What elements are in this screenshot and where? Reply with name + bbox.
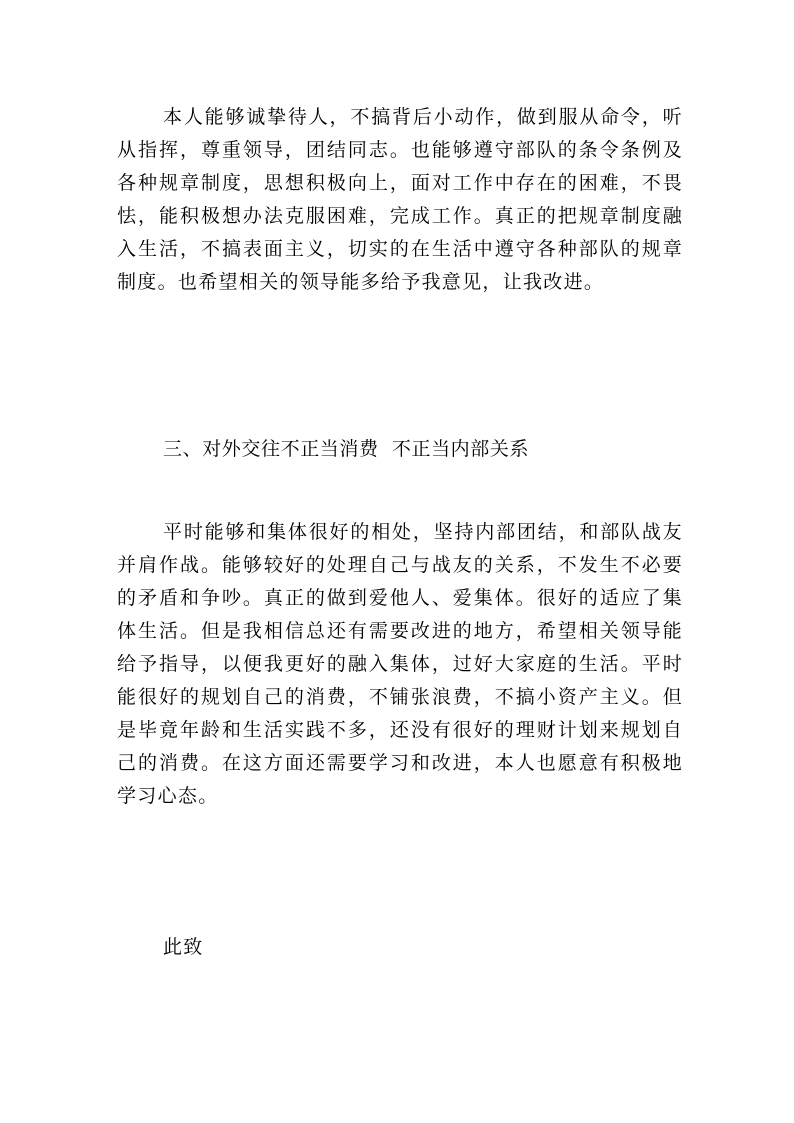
body-paragraph-2: 平时能够和集体很好的相处，坚持内部团结，和部队战友并肩作战。能够较好的处理自己与战友的关系，不发生不必要的矛盾和争吵。真正的做到爱他人、爱集体。很好的适应了集体生活。但是我相信总还有需要改进的地方，希望相关领导能给予指导，以便我更好的融入集体，过好大家庭的生活。平时能很好的规划自己的消费，不铺张浪费，不搞小资产主义。但是毕竟年龄和生活实践不多，还没有很好的理财计划来规划自己的消费。在这方面还需要学习和改进，本人也愿意有积极地学习心态。 <box>117 521 683 807</box>
closing-salutation: 此致 <box>163 936 204 958</box>
body-paragraph-1: 本人能够诚挚待人，不搞背后小动作，做到服从命令，听从指挥，尊重领导，团结同志。也能够遵守部队的条令条例及各种规章制度，思想积极向上，面对工作中存在的困难，不畏怯，能积极想办法克服困难，完成工作。真正的把规章制度融入生活，不搞表面主义，切实的在生活中遵守各种部队的规章制度。也希望相关的领导能多给予我意见，让我改进。 <box>117 106 683 293</box>
section-3-heading: 三、对外交往不正当消费 不正当内部关系 <box>163 438 530 460</box>
